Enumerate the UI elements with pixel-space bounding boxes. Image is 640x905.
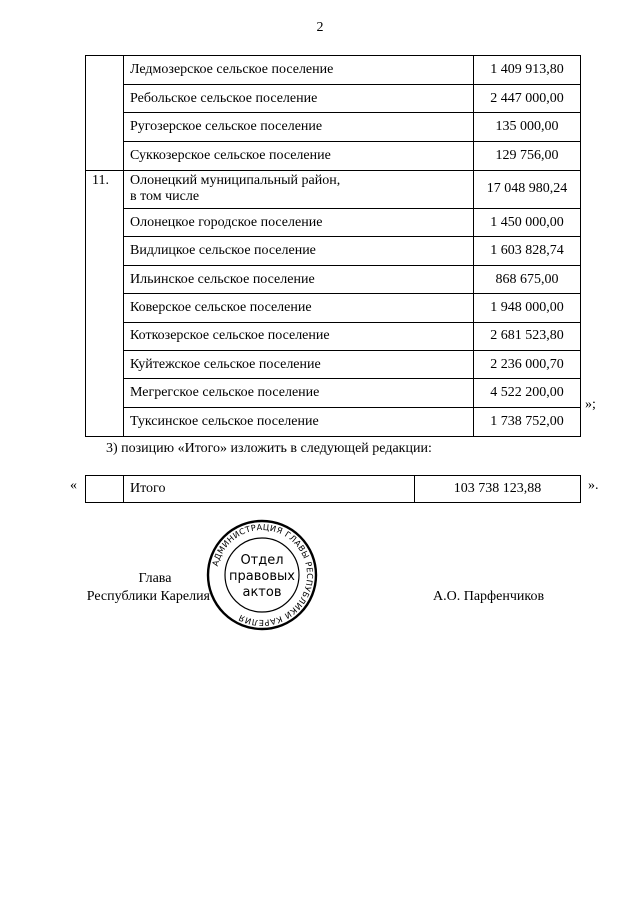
row-amount-cell: 2 236 000,70 [474, 351, 581, 379]
table-row [86, 170, 581, 209]
row-amount-cell: 4 522 200,00 [474, 379, 581, 407]
stamp-ring-text: АДМИНИСТРАЦИЯ ГЛАВЫ РЕСПУБЛИКИ КАРЕЛИЯ [209, 521, 316, 629]
official-stamp [206, 519, 318, 631]
table-row [86, 407, 581, 436]
total-table [85, 475, 581, 503]
row-number-cell [86, 322, 124, 350]
row-name-cell: Коткозерское сельское поселение [124, 322, 474, 350]
row-number-cell [86, 84, 124, 112]
total-amount-cell: 103 738 123,88 [415, 476, 581, 503]
row-name-cell: Ледмозерское сельское поселение [124, 56, 474, 85]
budget-table-body [86, 56, 581, 437]
table-row [86, 237, 581, 265]
row-name-cell: Мегрегское сельское поселение [124, 379, 474, 407]
table-row [86, 351, 581, 379]
stamp-line3: актов [242, 585, 282, 600]
table-row [86, 84, 581, 112]
row-amount-cell: 1 603 828,74 [474, 237, 581, 265]
row-amount-cell: 1 409 913,80 [474, 56, 581, 85]
signatory-title [60, 570, 210, 606]
row-number-cell [86, 407, 124, 436]
row-name-cell: Куйтежское сельское поселение [124, 351, 474, 379]
stamp-line2: правовых [229, 569, 295, 584]
page-number: 2 [316, 20, 324, 35]
row-number-cell [86, 294, 124, 322]
row-amount-cell: 17 048 980,24 [474, 170, 581, 209]
row-number-cell [86, 265, 124, 293]
row-amount-cell: 1 450 000,00 [474, 209, 581, 237]
row-name-cell: Ильинское сельское поселение [124, 265, 474, 293]
table-row [86, 141, 581, 170]
row-name-cell: Ругозерское сельское поселение [124, 113, 474, 141]
table-row [86, 322, 581, 350]
signatory-title-line1: Глава [138, 571, 172, 586]
table-row [86, 265, 581, 293]
table-row [86, 294, 581, 322]
budget-table [85, 55, 581, 437]
row-number-cell [86, 209, 124, 237]
instruction-text: 3) позицию «Итого» изложить в следующей редакции: [106, 441, 432, 456]
row-amount-cell: 1 738 752,00 [474, 407, 581, 436]
row-number-cell [86, 379, 124, 407]
total-num-cell [86, 476, 124, 503]
row-name-cell: Ребольское сельское поселение [124, 84, 474, 112]
total-open-quote: « [70, 478, 77, 493]
row-number-cell [86, 141, 124, 170]
signatory-title-line2: Республики Карелия [86, 589, 210, 604]
row-amount-cell: 2 447 000,00 [474, 84, 581, 112]
row-amount-cell: 135 000,00 [474, 113, 581, 141]
table-close-quote: »; [585, 397, 596, 412]
row-name-cell: Олонецкое городское поселение [124, 209, 474, 237]
table-row [86, 209, 581, 237]
row-name-cell: Олонецкий муниципальный район, в том числе [124, 170, 474, 209]
table-row [86, 56, 581, 85]
row-number-cell [86, 56, 124, 85]
row-number-cell [86, 237, 124, 265]
table-row [86, 379, 581, 407]
row-name-cell: Коверское сельское поселение [124, 294, 474, 322]
total-row [86, 476, 581, 503]
row-amount-cell: 1 948 000,00 [474, 294, 581, 322]
row-name-cell: Суккозерское сельское поселение [124, 141, 474, 170]
row-name-cell: Видлицкое сельское поселение [124, 237, 474, 265]
signatory-name: А.О. Парфенчиков [433, 589, 545, 604]
row-number-cell: 11. [86, 170, 124, 209]
stamp-line1: Отдел [240, 553, 284, 568]
row-number-cell [86, 351, 124, 379]
table-row [86, 113, 581, 141]
row-number-cell [86, 113, 124, 141]
row-amount-cell: 129 756,00 [474, 141, 581, 170]
total-close-quote: ». [588, 478, 599, 493]
row-amount-cell: 868 675,00 [474, 265, 581, 293]
row-name-cell: Туксинское сельское поселение [124, 407, 474, 436]
total-name-cell: Итого [124, 476, 415, 503]
row-amount-cell: 2 681 523,80 [474, 322, 581, 350]
